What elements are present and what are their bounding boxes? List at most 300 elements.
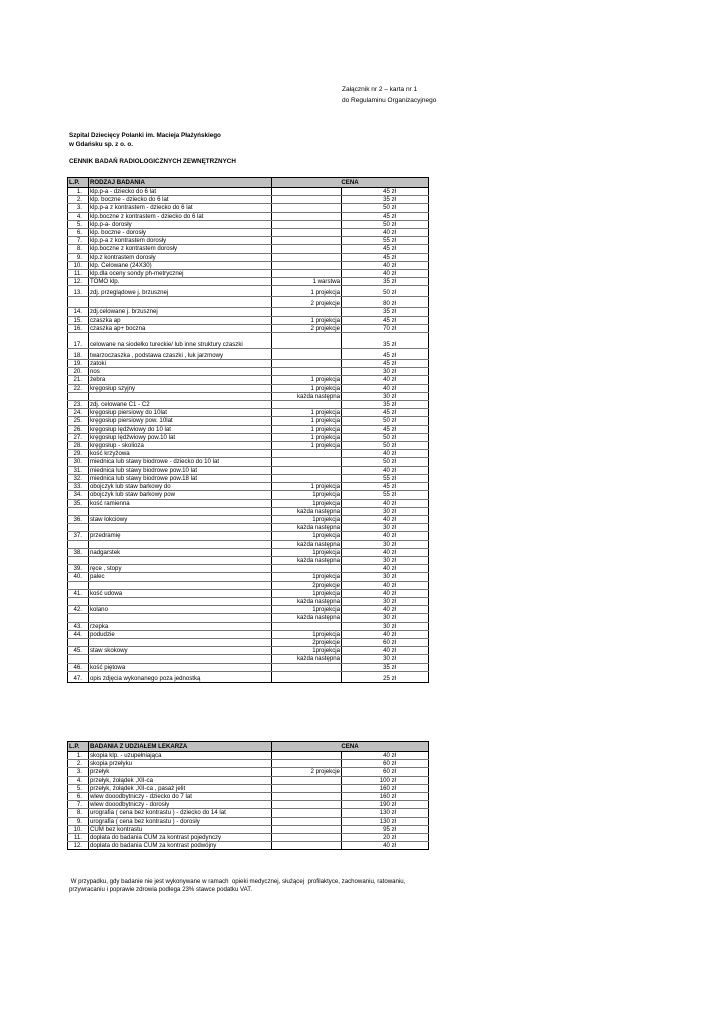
footnote-line-2: przywracaniu i poprawie zdrowia podlega 23% stawce podatku VAT. bbox=[69, 886, 253, 893]
row-name: klp.p-a- dorosły bbox=[89, 220, 272, 228]
hospital-line-1: Szpital Dziecięcy Polanki im. Macieja Płażyńskiego bbox=[69, 132, 221, 139]
row-name: klp.boczne z kontrastem dorosły bbox=[89, 245, 272, 253]
row-price: 45 zł bbox=[342, 409, 429, 417]
row-lp bbox=[68, 297, 89, 308]
table-row bbox=[68, 817, 429, 825]
row-quantity bbox=[272, 212, 342, 220]
row-price: 35 zł bbox=[342, 308, 429, 316]
row-price: 40 zł bbox=[342, 261, 429, 269]
row-price: 45 zł bbox=[342, 360, 429, 368]
row-quantity bbox=[272, 270, 342, 278]
row-name bbox=[89, 597, 272, 605]
row-lp: 24. bbox=[68, 409, 89, 417]
table-row bbox=[68, 507, 429, 515]
row-quantity: 2projekcje bbox=[272, 581, 342, 589]
table-row bbox=[68, 204, 429, 212]
table-row bbox=[68, 548, 429, 556]
row-lp: 7. bbox=[68, 237, 89, 245]
row-quantity: każda następna bbox=[272, 524, 342, 532]
annex-line-1: Załącznik nr 2 – karta nr 1 bbox=[342, 86, 418, 93]
table-row bbox=[68, 333, 429, 349]
row-name: wlew dooodbytniczy - dziecko do 7 lat bbox=[89, 793, 272, 801]
row-name bbox=[89, 540, 272, 548]
row-name: przełyk, żołądek ,XII-ca , pasaż jelit bbox=[89, 784, 272, 792]
row-quantity: każda następna bbox=[272, 655, 342, 663]
row-lp: 44. bbox=[68, 630, 89, 638]
table-row bbox=[68, 245, 429, 253]
row-quantity bbox=[272, 842, 342, 850]
row-quantity bbox=[272, 752, 342, 760]
row-price: 40 zł bbox=[342, 647, 429, 655]
row-lp: 8. bbox=[68, 809, 89, 817]
row-quantity: 1projekcja bbox=[272, 606, 342, 614]
row-lp bbox=[68, 581, 89, 589]
table-row bbox=[68, 809, 429, 817]
row-lp bbox=[68, 524, 89, 532]
row-name: zdj. przeglądowe j. brzusznej bbox=[89, 286, 272, 297]
row-lp: 4. bbox=[68, 212, 89, 220]
header-price: CENA bbox=[272, 742, 429, 752]
table-row bbox=[68, 409, 429, 417]
row-name: klp.boczne z kontrastem - dziecko do 6 lat bbox=[89, 212, 272, 220]
row-price: 50 zł bbox=[342, 204, 429, 212]
row-price: 50 zł bbox=[342, 433, 429, 441]
row-quantity bbox=[272, 663, 342, 671]
radiology-price-table bbox=[67, 177, 429, 683]
row-quantity: każda następna bbox=[272, 540, 342, 548]
table-row bbox=[68, 270, 429, 278]
footnote-line-1: W przypadku, gdy badanie nie jest wykonywane w ramach opieki medycznej, służącej profilaktyce, zachowaniu, ratowaniu, bbox=[69, 878, 406, 885]
row-quantity: każda następna bbox=[272, 597, 342, 605]
row-quantity: 1 projekcja bbox=[272, 384, 342, 392]
row-lp: 32. bbox=[68, 474, 89, 482]
row-lp: 8. bbox=[68, 245, 89, 253]
row-quantity: 1 projekcja bbox=[272, 417, 342, 425]
row-name: klp. boczne - dorosły bbox=[89, 229, 272, 237]
row-quantity bbox=[272, 188, 342, 196]
row-quantity bbox=[272, 261, 342, 269]
row-name: opis zdjęcia wykonanego poza jednostką bbox=[89, 671, 272, 682]
table-row bbox=[68, 401, 429, 409]
row-name bbox=[89, 524, 272, 532]
row-lp: 12. bbox=[68, 278, 89, 286]
row-name: miednica lub stawy biodrowe pow.10 lat bbox=[89, 466, 272, 474]
row-lp bbox=[68, 540, 89, 548]
row-price: 50 zł bbox=[342, 458, 429, 466]
row-lp: 4. bbox=[68, 776, 89, 784]
table-row bbox=[68, 433, 429, 441]
row-quantity: każda następna bbox=[272, 392, 342, 400]
row-quantity: 1projekcja bbox=[272, 573, 342, 581]
row-price: 160 zł bbox=[342, 793, 429, 801]
table-row bbox=[68, 532, 429, 540]
row-price: 30 zł bbox=[342, 573, 429, 581]
row-name: dopłata do badania CUM za kontrast pojedynczy bbox=[89, 834, 272, 842]
row-price: 60 zł bbox=[342, 768, 429, 776]
row-price: 40 zł bbox=[342, 466, 429, 474]
row-quantity bbox=[272, 760, 342, 768]
row-name: miednica lub stawy biodrowe - dziecko do 10 lat bbox=[89, 458, 272, 466]
row-lp: 16. bbox=[68, 324, 89, 332]
row-price: 50 zł bbox=[342, 220, 429, 228]
row-quantity bbox=[272, 368, 342, 376]
row-name: klp.dla oceny sondy ph-metrycznej bbox=[89, 270, 272, 278]
table-row bbox=[68, 573, 429, 581]
row-lp: 28. bbox=[68, 442, 89, 450]
row-name bbox=[89, 297, 272, 308]
row-price: 35 zł bbox=[342, 196, 429, 204]
row-name bbox=[89, 581, 272, 589]
row-price: 70 zł bbox=[342, 324, 429, 332]
row-lp: 5. bbox=[68, 784, 89, 792]
row-name: skopia klp. - uzupełniająca bbox=[89, 752, 272, 760]
row-name bbox=[89, 556, 272, 564]
row-name: twarzoczaszka , podstawa czaszki , łuk jarzmowy bbox=[89, 349, 272, 360]
row-lp: 47. bbox=[68, 671, 89, 682]
row-name: palec bbox=[89, 573, 272, 581]
row-lp bbox=[68, 614, 89, 622]
row-lp: 17. bbox=[68, 333, 89, 349]
row-lp: 3. bbox=[68, 768, 89, 776]
row-name: klp.p-a z kontrastem - dziecko do 6 lat bbox=[89, 204, 272, 212]
row-quantity: 1projekcja bbox=[272, 499, 342, 507]
row-quantity: 1projekcja bbox=[272, 515, 342, 523]
row-price: 35 zł bbox=[342, 278, 429, 286]
table-row bbox=[68, 801, 429, 809]
table-row bbox=[68, 458, 429, 466]
table-row bbox=[68, 842, 429, 850]
row-lp: 2. bbox=[68, 760, 89, 768]
table-row bbox=[68, 784, 429, 792]
table-row bbox=[68, 671, 429, 682]
row-quantity bbox=[272, 801, 342, 809]
row-quantity: każda następna bbox=[272, 507, 342, 515]
row-lp bbox=[68, 655, 89, 663]
row-name: urografia ( cena bez kontrastu ) - dorosły bbox=[89, 817, 272, 825]
table-row bbox=[68, 524, 429, 532]
header-lp: L.P. bbox=[68, 178, 89, 188]
row-name: wlew dooodbytniczy - dorosły bbox=[89, 801, 272, 809]
table-row bbox=[68, 392, 429, 400]
row-price: 20 zł bbox=[342, 834, 429, 842]
row-lp: 29. bbox=[68, 450, 89, 458]
row-price: 30 zł bbox=[342, 556, 429, 564]
row-name: klp. Celowane (24X30) bbox=[89, 261, 272, 269]
row-name: kręgosłup - skolioza bbox=[89, 442, 272, 450]
row-lp: 1. bbox=[68, 752, 89, 760]
row-name: żebra bbox=[89, 376, 272, 384]
row-name: czaszka ap+ boczna bbox=[89, 324, 272, 332]
row-quantity: 1projekcja bbox=[272, 491, 342, 499]
row-quantity: 2projekcje bbox=[272, 638, 342, 646]
annex-line-2: do Regulaminu Organizacyjnego bbox=[342, 97, 437, 104]
header-lp: L.P. bbox=[68, 742, 89, 752]
table-row bbox=[68, 324, 429, 332]
row-quantity bbox=[272, 237, 342, 245]
row-name: nos bbox=[89, 368, 272, 376]
row-quantity bbox=[272, 333, 342, 349]
row-quantity bbox=[272, 204, 342, 212]
table-row bbox=[68, 297, 429, 308]
row-quantity: 1 warstwa bbox=[272, 278, 342, 286]
row-price: 40 zł bbox=[342, 581, 429, 589]
row-price: 35 zł bbox=[342, 401, 429, 409]
row-lp: 42. bbox=[68, 606, 89, 614]
row-quantity bbox=[272, 825, 342, 833]
table-row bbox=[68, 647, 429, 655]
row-price: 45 zł bbox=[342, 188, 429, 196]
row-quantity bbox=[272, 349, 342, 360]
row-price: 60 zł bbox=[342, 638, 429, 646]
row-name: urografia ( cena bez kontrastu ) - dziecko do 14 lat bbox=[89, 809, 272, 817]
row-name: celowane na siodełko tureckie/ lub inne struktury czaszki bbox=[89, 333, 272, 349]
row-quantity: 2 projekcje bbox=[272, 297, 342, 308]
row-lp: 21. bbox=[68, 376, 89, 384]
row-name: kość ramienna bbox=[89, 499, 272, 507]
table-row bbox=[68, 630, 429, 638]
table-row bbox=[68, 825, 429, 833]
table-row bbox=[68, 581, 429, 589]
row-name: klp. boczne - dziecko do 6 lat bbox=[89, 196, 272, 204]
row-lp bbox=[68, 392, 89, 400]
row-lp: 6. bbox=[68, 229, 89, 237]
row-quantity bbox=[272, 229, 342, 237]
row-quantity bbox=[272, 776, 342, 784]
row-price: 40 zł bbox=[342, 752, 429, 760]
table-row bbox=[68, 212, 429, 220]
table-row bbox=[68, 474, 429, 482]
hospital-line-2: w Gdańsku sp. z o. o. bbox=[69, 141, 134, 148]
row-lp bbox=[68, 507, 89, 515]
table-row bbox=[68, 286, 429, 297]
row-lp: 5. bbox=[68, 220, 89, 228]
row-price: 190 zł bbox=[342, 801, 429, 809]
row-quantity: 1projekcja bbox=[272, 532, 342, 540]
row-lp: 14. bbox=[68, 308, 89, 316]
row-price: 40 zł bbox=[342, 532, 429, 540]
row-price: 40 zł bbox=[342, 630, 429, 638]
row-quantity bbox=[272, 458, 342, 466]
table-header bbox=[68, 742, 429, 752]
table-row bbox=[68, 442, 429, 450]
row-quantity bbox=[272, 401, 342, 409]
row-lp: 6. bbox=[68, 793, 89, 801]
row-quantity: 1projekcja bbox=[272, 647, 342, 655]
table-row bbox=[68, 196, 429, 204]
row-quantity: 2 projekcje bbox=[272, 768, 342, 776]
table-row bbox=[68, 614, 429, 622]
row-price: 130 zł bbox=[342, 809, 429, 817]
row-lp bbox=[68, 638, 89, 646]
row-name: kręgosłup piersiowy do 10lat bbox=[89, 409, 272, 417]
table-row bbox=[68, 466, 429, 474]
header-name: RODZAJ BADANIA bbox=[89, 178, 272, 188]
table-row bbox=[68, 491, 429, 499]
row-price: 35 zł bbox=[342, 333, 429, 349]
row-quantity: 1 projekcja bbox=[272, 316, 342, 324]
table-row bbox=[68, 834, 429, 842]
row-name: nadgarstek bbox=[89, 548, 272, 556]
row-lp: 38. bbox=[68, 548, 89, 556]
row-name: klp.p-a z kontrastem dorosły bbox=[89, 237, 272, 245]
row-price: 55 zł bbox=[342, 474, 429, 482]
row-price: 35 zł bbox=[342, 663, 429, 671]
row-quantity: 2 projekcje bbox=[272, 324, 342, 332]
row-name: skopia przełyku bbox=[89, 760, 272, 768]
row-quantity bbox=[272, 466, 342, 474]
row-lp: 22. bbox=[68, 384, 89, 392]
row-price: 30 zł bbox=[342, 524, 429, 532]
table-header bbox=[68, 178, 429, 188]
row-lp: 20. bbox=[68, 368, 89, 376]
row-lp: 45. bbox=[68, 647, 89, 655]
row-price: 40 zł bbox=[342, 589, 429, 597]
row-quantity: 1 projekcja bbox=[272, 409, 342, 417]
row-quantity: 1projekcja bbox=[272, 630, 342, 638]
row-lp: 9. bbox=[68, 817, 89, 825]
table-row bbox=[68, 188, 429, 196]
row-name bbox=[89, 392, 272, 400]
row-quantity bbox=[272, 834, 342, 842]
row-quantity bbox=[272, 793, 342, 801]
row-price: 40 zł bbox=[342, 270, 429, 278]
row-price: 100 zł bbox=[342, 776, 429, 784]
row-price: 130 zł bbox=[342, 817, 429, 825]
row-price: 30 zł bbox=[342, 614, 429, 622]
row-lp: 35. bbox=[68, 499, 89, 507]
row-lp: 11. bbox=[68, 834, 89, 842]
row-lp: 2. bbox=[68, 196, 89, 204]
table-row bbox=[68, 483, 429, 491]
table-row bbox=[68, 589, 429, 597]
table-row bbox=[68, 752, 429, 760]
row-name bbox=[89, 507, 272, 515]
row-price: 45 zł bbox=[342, 316, 429, 324]
row-lp: 39. bbox=[68, 565, 89, 573]
row-name: kość udowa bbox=[89, 589, 272, 597]
row-name: ręce , stopy bbox=[89, 565, 272, 573]
row-price: 45 zł bbox=[342, 483, 429, 491]
row-name: kość krzyżowa bbox=[89, 450, 272, 458]
row-name: zdj.celowane j. brzusznej bbox=[89, 308, 272, 316]
row-quantity bbox=[272, 450, 342, 458]
header-price: CENA bbox=[272, 178, 429, 188]
row-price: 30 zł bbox=[342, 540, 429, 548]
row-price: 40 zł bbox=[342, 842, 429, 850]
row-price: 40 zł bbox=[342, 548, 429, 556]
table-row bbox=[68, 425, 429, 433]
row-name: zdj. celowane C1 - C2 bbox=[89, 401, 272, 409]
table-row bbox=[68, 308, 429, 316]
row-quantity: 1 projekcja bbox=[272, 286, 342, 297]
table-row bbox=[68, 768, 429, 776]
row-price: 45 zł bbox=[342, 349, 429, 360]
row-price: 25 zł bbox=[342, 671, 429, 682]
row-price: 40 zł bbox=[342, 384, 429, 392]
row-name: klp.p-a - dziecko do 6 lat bbox=[89, 188, 272, 196]
row-name: CUM bez kontrastu bbox=[89, 825, 272, 833]
row-lp: 12. bbox=[68, 842, 89, 850]
row-price: 30 zł bbox=[342, 392, 429, 400]
row-quantity: 1 projekcja bbox=[272, 433, 342, 441]
row-lp: 1. bbox=[68, 188, 89, 196]
row-lp bbox=[68, 597, 89, 605]
row-quantity bbox=[272, 245, 342, 253]
row-price: 30 zł bbox=[342, 622, 429, 630]
table-row bbox=[68, 237, 429, 245]
row-name: kręgosłup piersiowy pow. 10lat bbox=[89, 417, 272, 425]
row-quantity bbox=[272, 474, 342, 482]
row-lp: 36. bbox=[68, 515, 89, 523]
row-lp: 19. bbox=[68, 360, 89, 368]
row-lp: 31. bbox=[68, 466, 89, 474]
row-quantity: 1projekcja bbox=[272, 548, 342, 556]
row-lp: 27. bbox=[68, 433, 89, 441]
row-quantity: 1 projekcja bbox=[272, 442, 342, 450]
row-price: 55 zł bbox=[342, 237, 429, 245]
row-name: zatoki bbox=[89, 360, 272, 368]
row-name: kręgosłup lędźwiowy do 10 lat bbox=[89, 425, 272, 433]
row-lp: 9. bbox=[68, 253, 89, 261]
hospital-name bbox=[69, 131, 221, 149]
row-name: przedramię bbox=[89, 532, 272, 540]
row-lp: 34. bbox=[68, 491, 89, 499]
row-price: 45 zł bbox=[342, 212, 429, 220]
table-row bbox=[68, 261, 429, 269]
table-row bbox=[68, 450, 429, 458]
table-row bbox=[68, 622, 429, 630]
row-price: 30 zł bbox=[342, 368, 429, 376]
row-price: 30 zł bbox=[342, 655, 429, 663]
table-row bbox=[68, 229, 429, 237]
row-quantity bbox=[272, 196, 342, 204]
row-name: staw skokowy bbox=[89, 647, 272, 655]
row-lp: 40. bbox=[68, 573, 89, 581]
vat-footnote bbox=[69, 878, 489, 894]
row-price: 60 zł bbox=[342, 760, 429, 768]
row-lp bbox=[68, 556, 89, 564]
table-row bbox=[68, 220, 429, 228]
row-lp: 25. bbox=[68, 417, 89, 425]
row-quantity: 1 projekcja bbox=[272, 376, 342, 384]
table-row bbox=[68, 376, 429, 384]
table-row bbox=[68, 253, 429, 261]
row-price: 45 zł bbox=[342, 425, 429, 433]
row-price: 50 zł bbox=[342, 442, 429, 450]
row-lp: 41. bbox=[68, 589, 89, 597]
row-price: 160 zł bbox=[342, 784, 429, 792]
row-lp: 37. bbox=[68, 532, 89, 540]
table-row bbox=[68, 565, 429, 573]
row-lp: 10. bbox=[68, 825, 89, 833]
table-row bbox=[68, 663, 429, 671]
row-name: rzepka bbox=[89, 622, 272, 630]
table-row bbox=[68, 278, 429, 286]
row-quantity bbox=[272, 817, 342, 825]
table-row bbox=[68, 793, 429, 801]
table-row bbox=[68, 606, 429, 614]
row-lp: 13. bbox=[68, 286, 89, 297]
row-name: przełyk, żołądek ,XII-ca bbox=[89, 776, 272, 784]
row-name: podudzie bbox=[89, 630, 272, 638]
table-row bbox=[68, 638, 429, 646]
table-row bbox=[68, 760, 429, 768]
row-price: 40 zł bbox=[342, 515, 429, 523]
row-name bbox=[89, 614, 272, 622]
row-name: przełyk bbox=[89, 768, 272, 776]
row-price: 30 zł bbox=[342, 507, 429, 515]
row-quantity: każda następna bbox=[272, 614, 342, 622]
